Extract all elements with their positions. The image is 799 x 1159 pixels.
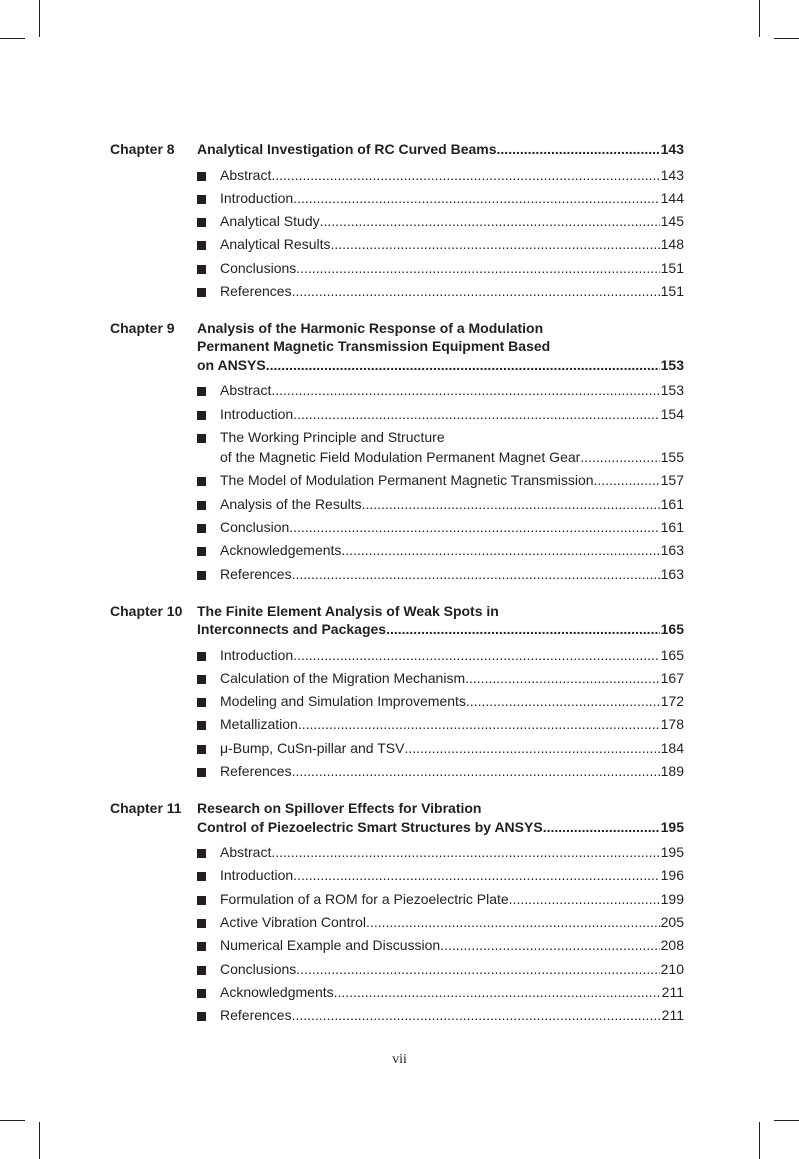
toc-entry-page-number: 145 <box>660 213 684 230</box>
dot-leader <box>497 140 660 159</box>
square-bullet-icon <box>197 896 206 905</box>
toc-entry-title: Acknowledgements <box>220 542 342 559</box>
toc-entry-title: Conclusions <box>220 960 297 977</box>
toc-entry-title: Abstract <box>220 166 272 183</box>
toc-entry-page-number: 199 <box>660 890 684 907</box>
toc-entry[interactable] <box>197 935 684 955</box>
chapter-title <box>197 796 684 836</box>
table-of-contents <box>110 137 684 1040</box>
dot-leader <box>366 912 660 932</box>
toc-entry-page-number: 165 <box>660 646 684 663</box>
toc-entry-leader-line <box>220 889 684 909</box>
chapter-title-line: Research on Spillover Effects for Vibration <box>197 800 482 817</box>
dot-leader <box>271 842 659 862</box>
toc-entry-title: μ-Bump, CuSn-pillar and TSV <box>220 739 405 756</box>
chapter-heading[interactable] <box>110 796 684 836</box>
chapter-heading[interactable] <box>110 316 684 375</box>
toc-entry-page-number: 163 <box>660 565 684 582</box>
toc-entry[interactable] <box>197 427 684 467</box>
chapter-heading[interactable] <box>110 137 684 159</box>
dot-leader <box>543 818 660 837</box>
section-list <box>197 165 684 301</box>
dot-leader <box>404 738 659 758</box>
chapter-title-leader-line <box>197 356 684 375</box>
square-bullet-icon <box>197 195 206 204</box>
toc-entry[interactable] <box>197 211 684 231</box>
dot-leader <box>320 211 660 231</box>
toc-entry-leader-line <box>220 668 684 688</box>
toc-entry-title: Conclusions <box>220 259 297 276</box>
dot-leader <box>292 761 660 781</box>
dot-leader <box>298 714 660 734</box>
dot-leader <box>271 165 659 185</box>
toc-entry-leader-line <box>220 761 684 781</box>
chapter-page-number: 195 <box>660 818 684 835</box>
crop-mark <box>0 38 25 39</box>
toc-entry[interactable] <box>197 668 684 688</box>
toc-entry[interactable] <box>197 494 684 514</box>
toc-entry-title: Metallization <box>220 716 298 733</box>
toc-entry-title: of the Magnetic Field Modulation Permanent Magnet Gear <box>220 449 581 466</box>
toc-entry-page-number: 210 <box>660 960 684 977</box>
chapter-title-leader-line <box>197 620 684 639</box>
toc-entry-page-number: 163 <box>660 542 684 559</box>
chapter-title <box>197 316 684 375</box>
toc-entry-page-number: 211 <box>661 1007 684 1024</box>
square-bullet-icon <box>197 547 206 556</box>
toc-entry[interactable] <box>197 865 684 885</box>
chapter-title <box>197 137 684 159</box>
toc-entry-leader-line <box>220 865 684 885</box>
dot-leader <box>292 564 660 584</box>
dot-leader <box>292 1005 661 1025</box>
toc-entry-leader-line <box>220 447 684 467</box>
toc-entry-title: Calculation of the Migration Mechanism <box>220 669 466 686</box>
square-bullet-icon <box>197 501 206 510</box>
chapter-title-leader-line <box>197 140 684 159</box>
square-bullet-icon <box>197 652 206 661</box>
toc-entry[interactable] <box>197 188 684 208</box>
toc-entry[interactable] <box>197 165 684 185</box>
dot-leader <box>594 470 660 490</box>
section-list <box>197 842 684 1025</box>
square-bullet-icon <box>197 524 206 533</box>
toc-entry-page-number: 195 <box>660 844 684 861</box>
toc-entry[interactable] <box>197 234 684 254</box>
square-bullet-icon <box>197 571 206 580</box>
dot-leader <box>293 645 659 665</box>
toc-entry-title: The Model of Modulation Permanent Magnetic Transmission <box>220 472 594 489</box>
toc-entry[interactable] <box>197 404 684 424</box>
toc-entry[interactable] <box>197 540 684 560</box>
toc-entry-leader-line <box>220 912 684 932</box>
toc-entry-page-number: 184 <box>660 739 684 756</box>
dot-leader <box>293 404 659 424</box>
toc-entry-page-number: 205 <box>660 913 684 930</box>
toc-entry[interactable] <box>197 564 684 584</box>
toc-entry-title: Introduction <box>220 646 294 663</box>
dot-leader <box>292 281 660 301</box>
crop-mark <box>759 1122 760 1159</box>
toc-entry-leader-line <box>220 540 684 560</box>
square-bullet-icon <box>197 241 206 250</box>
crop-mark <box>0 1120 25 1121</box>
toc-entry-title: Analysis of the Results <box>220 495 362 512</box>
square-bullet-icon <box>197 1012 206 1021</box>
chapter-label: Chapter 9 <box>110 319 175 336</box>
toc-entry-title: Active Vibration Control <box>220 913 367 930</box>
toc-entry-title: Numerical Example and Discussion <box>220 937 441 954</box>
toc-entry-page-number: 189 <box>660 763 684 780</box>
toc-entry[interactable] <box>197 982 684 1002</box>
toc-entry-leader-line <box>220 188 684 208</box>
square-bullet-icon <box>197 768 206 777</box>
toc-entry[interactable] <box>197 714 684 734</box>
toc-entry[interactable] <box>197 517 684 537</box>
toc-entry-page-number: 154 <box>660 405 684 422</box>
dot-leader <box>440 935 659 955</box>
square-bullet-icon <box>197 265 206 274</box>
dot-leader <box>331 234 660 254</box>
chapter-title-line: on ANSYS <box>197 356 266 373</box>
toc-entry-title: References <box>220 763 292 780</box>
toc-entry-leader-line <box>220 935 684 955</box>
toc-entry-leader-line <box>220 281 684 301</box>
chapter-title <box>197 599 684 639</box>
toc-entry-title: Modeling and Simulation Improvements <box>220 693 466 710</box>
toc-entry-page-number: 196 <box>660 867 684 884</box>
toc-entry-page-number: 161 <box>660 495 684 512</box>
chapter-title-line: Permanent Magnetic Transmission Equipment Based <box>197 338 551 355</box>
crop-mark <box>774 1120 799 1121</box>
chapter-label: Chapter 11 <box>110 800 182 817</box>
toc-entry[interactable] <box>197 912 684 932</box>
chapter-label: Chapter 10 <box>110 602 183 619</box>
toc-entry-leader-line <box>220 470 684 490</box>
square-bullet-icon <box>197 698 206 707</box>
crop-mark <box>774 38 799 39</box>
chapter-page-number: 143 <box>660 141 684 157</box>
square-bullet-icon <box>197 218 206 227</box>
toc-entry-leader-line <box>220 1005 684 1025</box>
toc-entry[interactable] <box>197 645 684 665</box>
chapter-section <box>110 316 684 584</box>
chapter-title-leader-line <box>197 818 684 837</box>
toc-entry-title: Abstract <box>220 382 272 399</box>
toc-entry[interactable] <box>197 258 684 278</box>
toc-entry-page-number: 167 <box>660 669 684 686</box>
chapter-page-number: 165 <box>660 621 684 638</box>
chapter-title-line: Interconnects and Packages <box>197 621 387 638</box>
chapter-title-line: Analytical Investigation of RC Curved Beams <box>197 141 497 157</box>
chapter-label: Chapter 8 <box>110 141 175 157</box>
toc-entry-leader-line <box>220 404 684 424</box>
toc-entry[interactable] <box>197 380 684 400</box>
toc-entry-leader-line <box>220 258 684 278</box>
toc-entry-leader-line <box>220 564 684 584</box>
dot-leader <box>289 517 659 537</box>
square-bullet-icon <box>197 434 206 443</box>
square-bullet-icon <box>197 942 206 951</box>
chapter-section <box>110 599 684 781</box>
square-bullet-icon <box>197 288 206 297</box>
toc-entry-page-number: 151 <box>660 282 684 299</box>
dot-leader <box>386 620 660 639</box>
section-list <box>197 380 684 583</box>
crop-mark <box>39 0 40 37</box>
square-bullet-icon <box>197 172 206 181</box>
square-bullet-icon <box>197 989 206 998</box>
toc-entry-page-number: 151 <box>660 259 684 276</box>
toc-entry-title: References <box>220 1007 292 1024</box>
toc-entry-title: References <box>220 565 292 582</box>
toc-entry-line: The Working Principle and Structure <box>220 429 445 446</box>
crop-mark <box>39 1122 40 1159</box>
toc-entry-title: References <box>220 282 292 299</box>
toc-entry[interactable] <box>197 889 684 909</box>
toc-entry-page-number: 211 <box>661 983 684 1000</box>
toc-entry[interactable] <box>197 1005 684 1025</box>
toc-entry-title: Introduction <box>220 867 294 884</box>
toc-entry-leader-line <box>220 645 684 665</box>
square-bullet-icon <box>197 919 206 928</box>
square-bullet-icon <box>197 745 206 754</box>
toc-entry-leader-line <box>220 691 684 711</box>
toc-entry[interactable] <box>197 959 684 979</box>
toc-entry-leader-line <box>220 842 684 862</box>
toc-entry-title: Analytical Study <box>220 213 320 230</box>
square-bullet-icon <box>197 872 206 881</box>
toc-entry-title: Formulation of a ROM for a Piezoelectric Plate <box>220 890 509 907</box>
toc-entry-leader-line <box>220 494 684 514</box>
toc-entry-leader-line <box>220 714 684 734</box>
square-bullet-icon <box>197 721 206 730</box>
toc-entry-page-number: 144 <box>660 189 684 206</box>
toc-entry-title: Abstract <box>220 844 272 861</box>
square-bullet-icon <box>197 966 206 975</box>
section-list <box>197 645 684 781</box>
dot-leader <box>580 447 659 467</box>
toc-entry-leader-line <box>220 982 684 1002</box>
toc-entry-leader-line <box>220 165 684 185</box>
dot-leader <box>296 959 659 979</box>
chapter-title-line: Analysis of the Harmonic Response of a Modulation <box>197 319 544 336</box>
toc-entry[interactable] <box>197 842 684 862</box>
square-bullet-icon <box>197 477 206 486</box>
dot-leader <box>293 865 659 885</box>
toc-entry[interactable] <box>197 761 684 781</box>
dot-leader <box>341 540 659 560</box>
toc-entry-title: Introduction <box>220 189 294 206</box>
chapter-page-number: 153 <box>660 356 684 373</box>
dot-leader <box>334 982 661 1002</box>
toc-entry-title: Analytical Results <box>220 236 331 253</box>
toc-entry-page-number: 157 <box>660 472 684 489</box>
toc-entry[interactable] <box>197 470 684 490</box>
chapter-title-line: The Finite Element Analysis of Weak Spots in <box>197 602 499 619</box>
square-bullet-icon <box>197 675 206 684</box>
crop-mark <box>759 0 760 37</box>
toc-entry-page-number: 161 <box>660 518 684 535</box>
toc-entry[interactable] <box>197 738 684 758</box>
toc-entry-leader-line <box>220 234 684 254</box>
toc-entry-leader-line <box>220 517 684 537</box>
toc-entry-page-number: 148 <box>660 236 684 253</box>
dot-leader <box>466 691 660 711</box>
toc-entry-page-number: 155 <box>660 449 684 466</box>
toc-entry[interactable] <box>197 281 684 301</box>
toc-entry[interactable] <box>197 691 684 711</box>
toc-entry-page-number: 208 <box>660 937 684 954</box>
chapter-section <box>110 796 684 1025</box>
chapter-heading[interactable] <box>110 599 684 639</box>
toc-entry-title: Introduction <box>220 405 294 422</box>
square-bullet-icon <box>197 411 206 420</box>
toc-entry-page-number: 153 <box>660 382 684 399</box>
toc-entry-page-number: 143 <box>660 166 684 183</box>
toc-entry-page-number: 178 <box>660 716 684 733</box>
toc-entry-title: Acknowledgments <box>220 983 334 1000</box>
dot-leader <box>271 380 659 400</box>
toc-entry-leader-line <box>220 380 684 400</box>
toc-entry-title: Conclusion <box>220 518 290 535</box>
dot-leader <box>362 494 660 514</box>
square-bullet-icon <box>197 849 206 858</box>
square-bullet-icon <box>197 387 206 396</box>
toc-entry-leader-line <box>220 211 684 231</box>
dot-leader <box>465 668 660 688</box>
page-number: vii <box>392 1052 407 1067</box>
dot-leader <box>296 258 659 278</box>
toc-entry-page-number: 172 <box>660 693 684 710</box>
chapter-section <box>110 137 684 301</box>
dot-leader <box>293 188 659 208</box>
chapter-title-line: Control of Piezoelectric Smart Structures by ANSYS <box>197 818 543 835</box>
dot-leader <box>509 889 660 909</box>
toc-entry-leader-line <box>220 959 684 979</box>
dot-leader <box>266 356 660 375</box>
toc-entry-leader-line <box>220 738 684 758</box>
